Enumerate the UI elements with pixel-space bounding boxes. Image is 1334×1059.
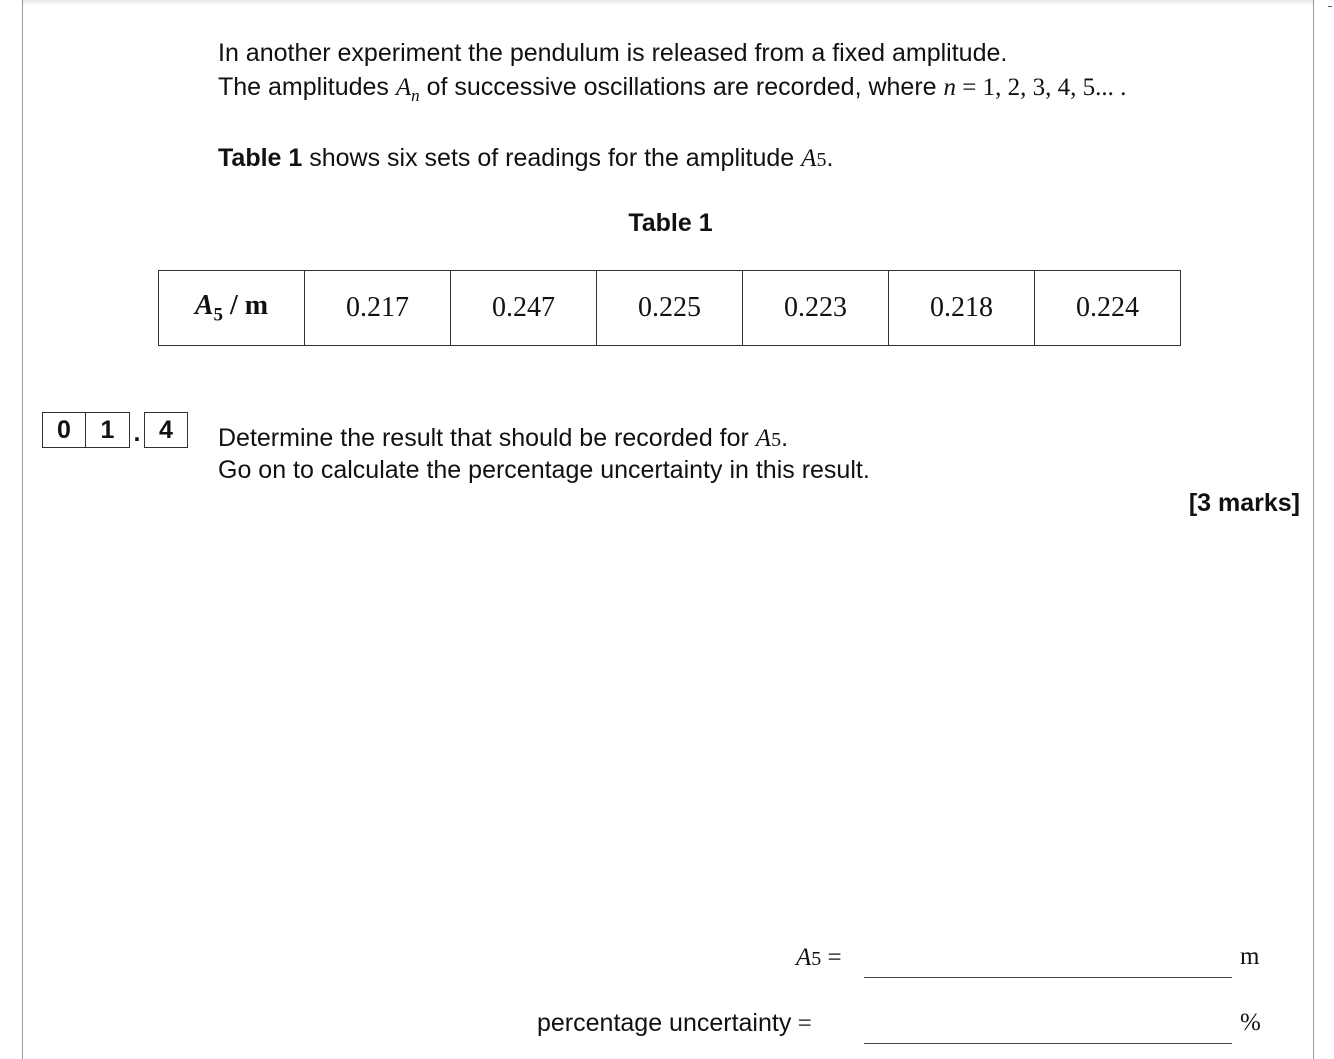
question-line-1 <box>218 421 788 457</box>
question-number-digit: 4 <box>144 412 188 448</box>
question-number <box>42 412 188 450</box>
table-ref-bold: Table 1 <box>218 144 303 172</box>
table-value-cell: 0.225 <box>597 271 743 346</box>
intro-line-1-text: In another experiment the pendulum is released from a fixed amplitude. <box>218 39 1008 67</box>
amplitude-table <box>158 270 1181 346</box>
top-shadow <box>23 0 1313 6</box>
table-reference <box>218 141 833 177</box>
question-symbol: A <box>755 425 772 452</box>
amplitude-symbol: A <box>395 74 412 101</box>
n-values: = 1, 2, 3, 4, 5... . <box>956 74 1127 101</box>
a5-symbol: A <box>796 944 812 971</box>
header-unit: / m <box>223 289 269 321</box>
percentage-uncertainty-answer-line[interactable] <box>864 1043 1232 1044</box>
table-ref-symbol: A <box>801 145 817 172</box>
marks-label: [3 marks] <box>1188 489 1300 517</box>
a5-answer-label <box>796 940 842 976</box>
intro-line-1 <box>218 36 1007 70</box>
pct-label-text: percentage uncertainty <box>537 1009 792 1037</box>
table-value-cell: 0.218 <box>889 271 1035 346</box>
question-subscript: 5 <box>771 429 782 451</box>
table-header-cell <box>159 271 305 346</box>
percentage-uncertainty-label <box>537 1006 812 1041</box>
question-line-1-end: . <box>781 424 789 452</box>
a5-unit: m <box>1240 943 1260 970</box>
a5-equals: = <box>821 944 842 971</box>
header-subscript: 5 <box>213 304 224 326</box>
page-margin-left <box>22 0 23 1059</box>
pct-equals: = <box>791 1010 812 1037</box>
table-row <box>159 271 1181 346</box>
table-value-cell: 0.247 <box>451 271 597 346</box>
intro-line-2-start: The amplitudes <box>218 73 396 101</box>
a5-answer-line[interactable] <box>864 977 1232 978</box>
a5-subscript: 5 <box>811 948 822 970</box>
question-number-digit: 1 <box>86 412 130 448</box>
question-line-1-text: Determine the result that should be recorded for <box>218 424 756 452</box>
table-value-cell: 0.217 <box>305 271 451 346</box>
table-title: Table 1 <box>628 209 713 237</box>
header-symbol: A <box>194 289 214 321</box>
table-value-cell: 0.224 <box>1035 271 1181 346</box>
intro-line-2 <box>218 70 1126 113</box>
percentage-unit: % <box>1240 1009 1261 1036</box>
question-line-2-text: Go on to calculate the percentage uncertainty in this result. <box>218 456 870 484</box>
table-ref-text: shows six sets of readings for the amplitude <box>302 144 802 172</box>
question-line-2 <box>218 453 870 487</box>
intro-line-2-middle: of successive oscillations are recorded, where <box>419 73 944 101</box>
table-value-cell: 0.223 <box>743 271 889 346</box>
page-margin-right <box>1313 0 1314 1059</box>
table-ref-end: . <box>826 144 834 172</box>
question-number-dot: . <box>133 419 141 447</box>
amplitude-subscript: n <box>411 86 420 105</box>
table-ref-subscript: 5 <box>816 149 827 171</box>
n-symbol: n <box>943 74 957 101</box>
edge-mark <box>1328 6 1332 7</box>
question-number-digit: 0 <box>42 412 86 448</box>
